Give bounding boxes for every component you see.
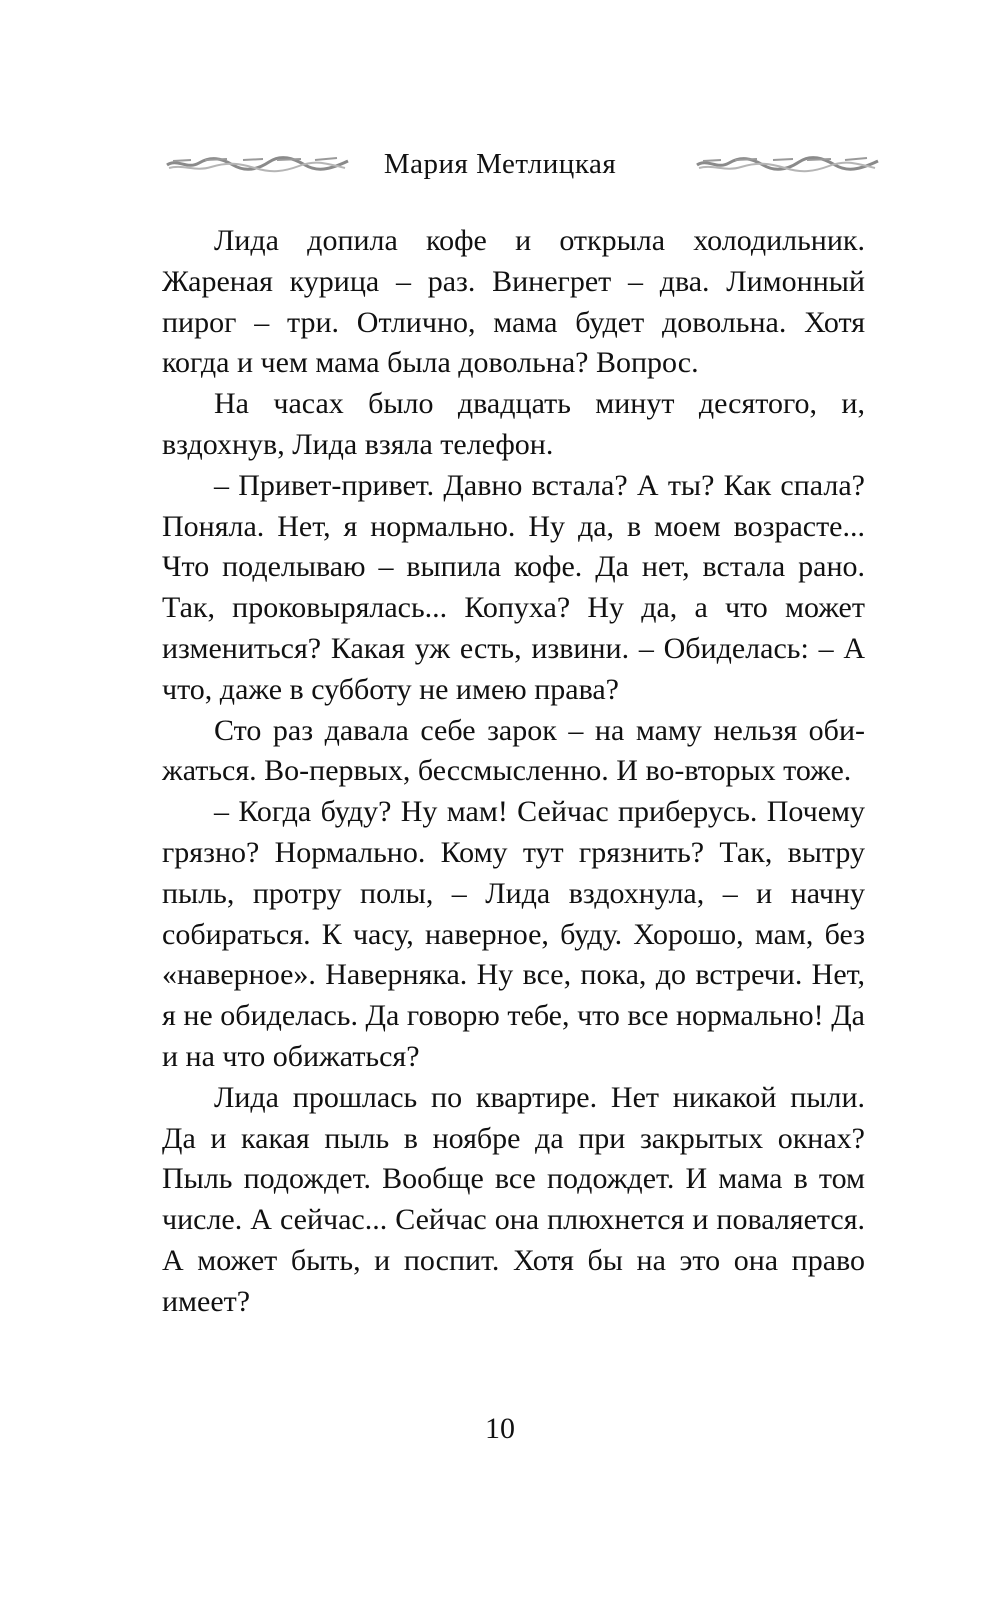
running-head-author: Мария Метлицкая: [383, 148, 617, 180]
page-number: 10: [485, 1412, 515, 1445]
paragraph-6: Лида прошлась по квартире. Нет никакой пыли. Да и какая пыль в ноябре да при закрытых окнах? Пыль подождет. Вообще все подождет. И мама в том числе. А сейчас... Сейчас она плюхнется и поваляется. А может быть, и поспит. Хотя бы на это она право имеет?: [162, 1080, 865, 1318]
paragraph-1: Лида допила кофе и открыла холодильник. Жареная курица – раз. Винегрет – два. Лимонный пирог – три. Отлично, мама будет довольна. Хотя когда и чем мама была довольна? Вопрос.: [162, 224, 865, 380]
page-header: [0, 142, 1000, 186]
ornament-right-icon: [695, 154, 880, 174]
paragraph-4: Сто раз давала себе зарок – на маму нельзя обижаться. Во-первых, бессмысленно. И во-вторых тоже.: [162, 713, 865, 788]
page-body: [162, 221, 865, 1323]
paragraph-3: – Привет-привет. Давно встала? А ты? Как спала? Поняла. Нет, я нормально. Ну да, в моем возрасте... Что поделываю – выпила кофе. Да нет, встала рано. Так, проковырялась... Копуха? Ну да, а что может измениться? Какая уж есть, извини. – Обиделась: – А что, даже в субботу не имею права?: [162, 468, 865, 706]
paragraph-2: На часах было двадцать минут десятого, и, вздохнув, Лида взяла телефон.: [162, 387, 865, 461]
paragraph-5: – Когда буду? Ну мам! Сейчас приберусь. Почему грязно? Нормально. Кому тут грязнить? Так, вытру пыль, протру полы, – Лида вздохнула, – и начну собираться. К часу, наверное, буду. Хорошо, мам, без «наверное». Наверняка. Ну все, пока, до встречи. Нет, я не обиделась. Да говорю тебе, что все нормально! Да и на что обижаться?: [162, 795, 865, 1073]
